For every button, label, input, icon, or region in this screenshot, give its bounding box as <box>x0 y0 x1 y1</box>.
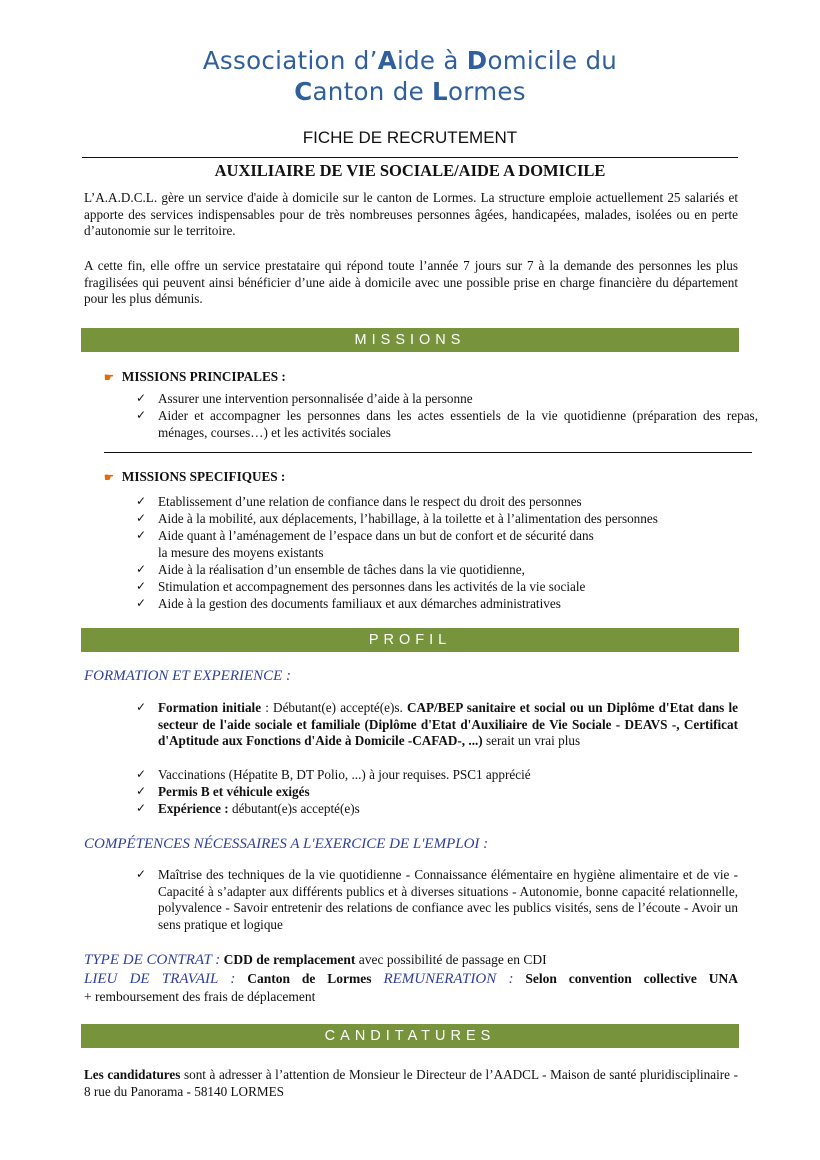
list-item: Stimulation et accompagnement des personnes dans les activités de la vie sociale <box>158 579 586 594</box>
check-mark-icon: ✓ <box>136 867 147 881</box>
intro-paragraph-1: L’A.A.D.C.L. gère un service d'aide à domicile sur le canton de Lormes. La structure emploie actuellement 25 salariés et apporte des services indispensables pour de très nombreuses personnes âgées, handicapées, malades, isolées ou en perte d’autonomie sur le territoire. <box>84 190 738 239</box>
pointing-hand-icon: ☛ <box>104 472 114 484</box>
contrat-line: TYPE DE CONTRAT : CDD de remplacement avec possibilité de passage en CDI <box>84 952 547 968</box>
check-mark-icon: ✓ <box>136 767 147 781</box>
association-name-line1: Association d’Aide à Domicile du <box>202 46 618 75</box>
pointing-hand-icon: ☛ <box>104 372 114 384</box>
competences-item: Maîtrise des techniques de la vie quotidienne - Connaissance élémentaire en hygiène alimentaire et de vie - Capacité à s’adapter aux différents publics et à diverses situations - Autonomie, bonne capacité relationnelle, polyvalence - Savoir entretenir des relations de confiance avec les publics visités, sens de l’écoute - Avoir un sens pratique et logique <box>158 867 738 932</box>
experience-item: Expérience : débutant(e)s accepté(e)s <box>158 801 360 816</box>
candidatures-paragraph: Les candidatures sont à adresser à l’attention de Monsieur le Directeur de l’AADCL - Maison de santé pluridisciplinaire - 8 rue du Panorama - 58140 LORMES <box>84 1067 738 1099</box>
missions-specifiques-title: ☛ MISSIONS SPECIFIQUES : <box>104 469 286 484</box>
list-item: Assurer une intervention personnalisée d’aide à la personne <box>158 391 473 406</box>
divider <box>82 157 738 158</box>
missions-principales-title: ☛ MISSIONS PRINCIPALES : <box>104 369 286 384</box>
check-mark-icon: ✓ <box>136 562 147 576</box>
candidatures-bar: CANDITATURES <box>81 1024 739 1048</box>
check-mark-icon: ✓ <box>136 579 147 593</box>
list-item: Aide à la réalisation d’un ensemble de tâches dans la vie quotidienne, <box>158 562 525 577</box>
missions-bar: MISSIONS <box>81 328 739 352</box>
list-item-continuation: la mesure des moyens existants <box>158 545 324 560</box>
lieu-remuneration-line: LIEU DE TRAVAIL : Canton de Lormes REMUNERATION : Selon convention collective UNA <box>84 971 739 987</box>
check-mark-icon: ✓ <box>136 494 147 508</box>
list-item: Permis B et véhicule exigés <box>158 784 310 799</box>
list-item: Aider et accompagner les personnes dans les actes essentiels de la vie quotidienne (préparation des repas, ménages, courses…) et les activités sociales <box>158 408 758 440</box>
list-item: Etablissement d’une relation de confiance dans le respect du droit des personnes <box>158 494 582 509</box>
list-item: Aide à la gestion des documents familiaux et aux démarches administratives <box>158 596 561 611</box>
check-mark-icon: ✓ <box>136 528 147 542</box>
fiche-title: FICHE DE RECRUTEMENT <box>302 128 518 147</box>
list-item: Aide quant à l’aménagement de l’espace dans un but de confort et de sécurité dans <box>158 528 594 543</box>
formation-title: FORMATION ET EXPERIENCE : <box>84 668 292 684</box>
check-mark-icon: ✓ <box>136 511 147 525</box>
profil-bar: PROFIL <box>81 628 739 652</box>
check-mark-icon: ✓ <box>136 801 147 815</box>
intro-paragraph-2: A cette fin, elle offre un service prestataire qui répond toute l’année 7 jours sur 7 à la demande des personnes les plus fragilisées qui peuvent ainsi bénéficier d’une aide à domicile avec une possible prise en charge financière du département pour les plus démunis. <box>84 258 738 307</box>
check-mark-icon: ✓ <box>136 408 147 422</box>
list-item: Vaccinations (Hépatite B, DT Polio, ...) à jour requises. PSC1 apprécié <box>158 767 531 782</box>
list-item: Aide à la mobilité, aux déplacements, l’habillage, à la toilette et à l’alimentation des personnes <box>158 511 658 526</box>
remuneration-continuation: + remboursement des frais de déplacement <box>84 989 316 1004</box>
job-title: AUXILIAIRE DE VIE SOCIALE/AIDE A DOMICILE <box>214 161 606 180</box>
check-mark-icon: ✓ <box>136 596 147 610</box>
formation-initiale-item: Formation initiale : Débutant(e) accepté(e)s. CAP/BEP sanitaire et social ou un Diplôme d'Etat dans le secteur de l'aide sociale et familiale (Diplôme d'Etat d'Auxiliaire de Vie Sociale - DEAVS -, Certificat d'Aptitude aux Fonctions d'Aide à Domicile -CAFAD-, ...) serait un vrai plus <box>158 700 738 749</box>
competences-title: COMPÉTENCES NÉCESSAIRES A L'EXERCICE DE L'EMPLOI : <box>84 836 489 852</box>
divider <box>104 452 752 453</box>
check-mark-icon: ✓ <box>136 700 147 714</box>
check-mark-icon: ✓ <box>136 784 147 798</box>
association-name-line2: Canton de Lormes <box>294 77 526 106</box>
check-mark-icon: ✓ <box>136 391 147 405</box>
